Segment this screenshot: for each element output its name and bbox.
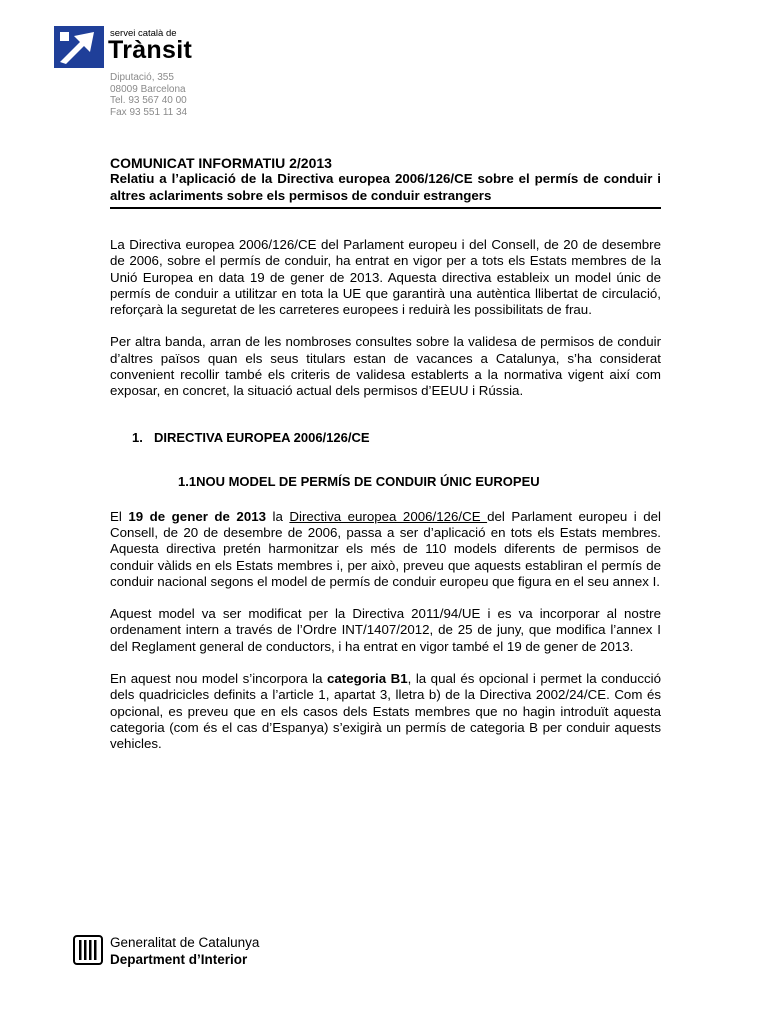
section-1-1-heading (178, 474, 661, 489)
intro-paragraph-2: Per altra banda, arran de les nombroses consultes sobre la validesa de permisos de conduir d’altres països quan els seus titulars estan de vacances a Catalunya, s’ha considerat convenient recollir també els criteris de validesa establerts a la normativa vigent així com exposar, en concret, la situació actual dels permisos d’EEUU i Rússia. (110, 334, 661, 399)
paragraph-directive (110, 509, 661, 590)
bold-category: categoria B1 (327, 671, 408, 687)
paragraph-modification: Aquest model va ser modificat per la Directiva 2011/94/UE i es va incorporar al nostre ordenament intern a través de l’Ordre INT/1407/2012, de 25 de juny, que modifica l’annex I del Reglament general de conductors, i ha entrat en vigor també el 19 de gener de 2013. (110, 606, 661, 654)
text-run: El (110, 508, 129, 524)
text-run: del Parlament europeu i del Consell, de 20 de desembre de 2006, passa a ser d’aplicació en tots els Estats membres. Aquesta directiva pretén harmonitzar els més de 110 models diferents de permisos de conduir vàlids en els Estats membres i, per això, preveu que aquests establiran el permís de conduir nacional segons el model de permís de conduir europeu que figura en el seu annex I. (110, 508, 661, 589)
document-title: COMUNICAT INFORMATIU 2/2013 (110, 155, 332, 171)
text-run: , la qual és opcional i permet la conducció dels quadricicles definits a l’article 1, apartat 3, lletra b) de la Directiva 2002/24/CE. Com és opcional, es preveu que en els casos dels Estats membres que no hagin introduït aquesta categoria (com és el cas d’Espanya) s’exigirà un permís de categoria B per conduir aquests vehicles. (110, 671, 661, 752)
document-subtitle: Relatiu a l’aplicació de la Directiva europea 2006/126/CE sobre el permís de conduir i altres aclariments sobre els permisos de conduir estrangers (110, 171, 661, 203)
transit-logo-icon (54, 26, 104, 68)
text-run: la (266, 508, 290, 524)
address-line: 08009 Barcelona (110, 83, 186, 95)
footer-department: Department d’Interior (110, 952, 248, 967)
address-line: Diputació, 355 (110, 72, 174, 83)
section-1-heading (132, 430, 661, 445)
footer-text (110, 934, 259, 968)
directive-link[interactable]: Directiva europea 2006/126/CE (289, 508, 488, 524)
section-title: DIRECTIVA EUROPEA 2006/126/CE (154, 429, 370, 445)
brand-name: Trànsit (108, 36, 193, 64)
document-body (110, 155, 661, 753)
fax-line: Fax 93 551 11 34 (110, 106, 188, 118)
generalitat-logo-icon (73, 935, 103, 965)
section-number: 1. (132, 429, 143, 445)
footer-org: Generalitat de Catalunya (110, 935, 260, 950)
text-run: En aquest nou model s’incorpora la (110, 671, 327, 687)
address-block (110, 72, 187, 118)
subsection-number: 1.1 (178, 473, 197, 489)
phone-line: Tel. 93 567 40 00 (110, 95, 187, 106)
title-divider (110, 207, 661, 209)
brand-tagline: servei català de (110, 28, 177, 39)
bold-date: 19 de gener de 2013 (128, 508, 267, 524)
subsection-title: NOU MODEL DE PERMÍS DE CONDUIR ÚNIC EUROPEU (196, 473, 540, 489)
paragraph-category-b1 (110, 671, 661, 752)
intro-paragraph-1: La Directiva europea 2006/126/CE del Parlament europeu i del Consell, de 20 de desembre de 2006, sobre el permís de conduir, ha entrat en vigor per a tots els Estats membres de la Unió Europea en data 19 de gener de 2013. Aquesta directiva estableix un model únic de permís de conduir a utilitzar en tota la UE que garantirà una autèntica llibertat de circulació, reforçarà la seguretat de les carreteres europees i reduirà les possibilitats de frau. (110, 237, 661, 318)
